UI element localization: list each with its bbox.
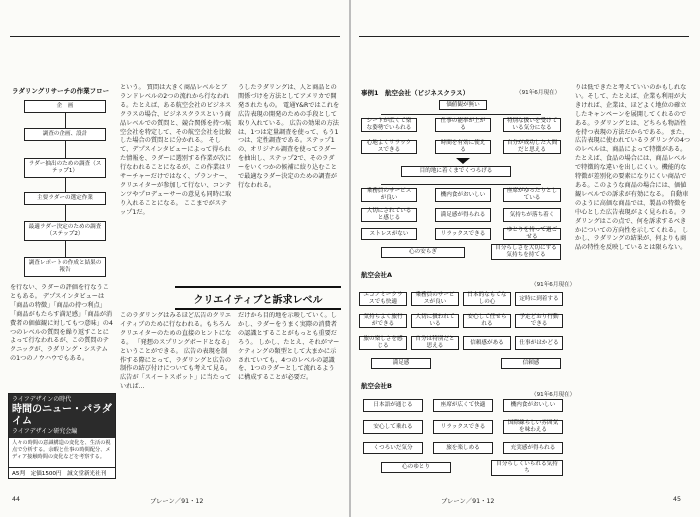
ladder-box: 機内食がおいしい [435,188,491,202]
folio: ブレーン／91・12 [150,498,204,505]
ladder-box: 目的地に着くまでくつろげる [401,166,511,177]
caseB-title: 航空会社B [361,382,392,390]
ad-subtitle: ライフデザイン研究会編 [12,428,78,435]
ladder-box: くつろいだ気分 [363,442,423,454]
arrow-down-icon [456,158,470,164]
body-text-col1: を行ない、ラダーの評価を行なうこともある。 デプスインタビューは「商品の特徴」「商品の持つ利点」「商品がもたらす満足感」「商品が消費者の価値観に対してもつ意味」の4つのレベルの質問を繰り返すことによって行なわれるが、この質問のテクニックが、ラダリング・システムの1つのノウハウでもある。 [10,284,113,363]
ladder-box: 特別な扱いを受けている気分になる [503,118,561,132]
ladder-box: 心の安らぎ [381,247,465,258]
ladder-box: 乗務員のサービスが良い [411,292,459,306]
ad-price: A5判 定価1500円 誠文堂新光社刊 [9,467,115,478]
ladder-box: エコノミークラスでも快適 [359,292,407,306]
page-number: 44 [12,496,21,503]
ladder-box: 予定どおり行動できる [515,314,563,328]
ladder-line [381,184,541,185]
ladder-box: リラックスできる [435,228,491,240]
body-text-right: りは低できたと考えていいのかもしれない。そして、たとえば、企業も利用が大きければ、企業は、ほどよく地位の確立したキャンペーンを展開してくれるのである。ラダリングとは、どちらも物語性を持つ表現の方法だからである。 また、広告表現に使われているラダリングの4つのレベルは、商品によって特徴がある。たとえば、食品の場合には、商品レベルで特徴的な違いを出しにくい。機能的な特徴が差別化の要素になりにくい商品である。このような商品の場合には、価値観レベルでの訴求が有効になる。 自動車のように高価な商品では、製品の特徴を中心とした広告表現がよく見られる。ラダリングはこの点で、何を訴求するべきかについての方向性を示してくれる。 しかし、ラダリングの結果が、何よりも商品の特性を反映しているとは限らない。 [575,84,691,252]
top-rule [10,36,340,37]
caseA-title: 航空会社A [361,271,393,279]
section-heading: クリエイティブと訴求レベル [175,286,341,310]
flow-step: 最適ラダー決定のための調査（ステップ2） [24,221,106,241]
body-text-col3: うしたラダリングは、人と商品との関係づけを方法としてアメリカで開発されたもの。 電通Y&Rではこれを広告表現の開発のための手段として取り入れている。 広告の効果の方法は、1つは定量調査を使って、もう1つは、定性調査である。ステップ1の、オリジナル調査を使ってラダーを抽出し、ステップ2で、そのラダーをいくつかの候補に絞り込むことで最適なラダー決定のための調査が行なわれる。 [238,84,340,189]
flow-connector [65,205,66,221]
ladder-box: 座席が広くて快適 [433,399,493,412]
ladder-box: 満足感が得られる [435,208,491,222]
flow-title: ラダリングリサーチの作業フロー [12,87,110,95]
left-page [0,0,349,517]
ad-title: 時間のニュー・パラダイム [12,404,112,427]
ladder-box: 仕事がはかどる [515,336,563,350]
ladder-box: 大切に扱われている [411,314,459,328]
right-page [351,0,700,517]
body-text-col2: という。 質問は大きく商品レベルとブランドレベルの2つの流れから行なわれる。たとえば、ある航空会社のビジネスクラスの場合、ビジネスクラスという商品レベルでの質問と、競合関係を持つ航空会社を特定して、その航空会社を比較した場合の質問とに分かれる。 そして、デプスインタビューによって得られた情報を、ラダーに選別する作業が次に行なわれることになるが、この作業はリサーチャーだけではなく、プランナー、クリエイターが参加して行ない、コンテンツやプロデューサーの意見も同時に取り入れることになる。 ここまでがステップ1だ。 [120,84,232,216]
ladder-box: 気持ちが落ち着く [503,208,561,222]
ladder-box: 座席がゆったりとしている [503,188,561,202]
body-text-col3b: だけから目的地を示唆していく。しかし、ラダーをうまく実際の消費者の認識とすることがもっとも重要だろう。 しかし、たとえ、それがマーケティングの類型として大まかに示されていても、4つのレベルの認識を、1つのラダーとして流れるように構成することが必要だ。 [238,312,340,382]
ladder-box: 仕事の能率が上がる [435,118,491,132]
ladder-box: 乗務員のサービスが良い [361,188,417,202]
ladder-box: 大切にされていると感じる [361,208,417,222]
ladder-box: 自分らしさを大切にする気持ちを持てる [491,244,561,260]
flow-step: 企 画 [24,100,106,113]
ladder-box: 機内食がおいしい [503,399,563,412]
caseB-note: （91年6月現在） [531,392,576,398]
case1-title: 事例1 航空会社（ビジネスクラス） [361,89,470,97]
ladder-box: ストレスがない [361,228,417,240]
ladder-box: 国際線らしい雰囲気を味わえる [503,420,563,434]
ladder-box: 定時に到着する [515,292,563,306]
ladder-box: 日本語が通じる [363,399,423,412]
ladder-box: 自分らしくいられる気持ち [491,460,563,476]
ladder-box: 時間を有効に使える [435,140,491,154]
ladder-box: 気持ちよく旅行ができる [359,314,407,328]
ladder-box: リラックスできる [433,420,493,434]
ladder-box: 価値観が無い [439,100,487,110]
flow-connector [65,141,66,158]
ladder-box: 信頼感 [501,358,561,369]
ladder-box: 心地よくリラックスできる [361,140,417,154]
ladder-box: 安心して乗れる [363,420,423,434]
caseA-note: （91年6月現在） [531,282,576,288]
case1-note: （91年6月現在） [516,90,561,96]
top-rule [359,36,689,37]
ladder-box: 信頼感がある [463,336,511,350]
flow-connector [65,113,66,128]
ladder-box: 充実感が得られる [503,442,563,454]
ladder-box: 旅を楽しめる [433,442,493,454]
ladder-box: 心のゆとり [381,462,451,473]
ladder-box: 自分は特別だと思える [411,336,459,350]
ladder-box: ゆとりを持って過ごせる [503,228,561,240]
ladder-box: シートが広くて楽な姿勢でいられる [361,118,417,132]
flow-step: 調査レポートの作成と結果の報告 [24,257,106,277]
ad-body: 人々の時間の意識構造の変化を、生活の視点で分析する。余暇と仕事の時間配分、メディア接触時間の変化などを考察する。 [12,440,111,460]
flow-step: ラダー抽出のための調査（ステップ1） [24,158,106,178]
body-text-col2b: このラダリングはみるほど広告のクリエイティブのために行なわれる。もちろんクリエイターのための直接のヒントになる。 「発想のスプリングボードとなる」ということができる。 広告の表現を制作する際にとって、ラダリングと広告の制作の結び付けについても考えて見る。広告が「スイートスポット」に当たっていれば... [120,312,232,391]
ladder-box: 満足感 [371,358,431,369]
flow-connector [65,241,66,257]
page-number: 45 [673,496,682,503]
book-advertisement [8,393,116,479]
ad-kicker: ライフデザインの時代 [12,396,72,403]
ad-header [9,394,115,438]
flow-step: 調査の企画、設計 [24,128,106,141]
flow-step: 主要ラダーの選定作業 [24,192,106,205]
flow-connector [65,178,66,192]
ladder-box: 日本的なもてなしの心 [463,292,511,306]
ladder-box: 旅の楽しさを感じる [359,336,407,350]
ladder-box: 自分が成功した人間だと思える [503,140,561,154]
folio: ブレーン／91・12 [441,498,495,505]
ladder-box: 安心して任せられる [463,314,511,328]
ladder-line [381,114,541,115]
